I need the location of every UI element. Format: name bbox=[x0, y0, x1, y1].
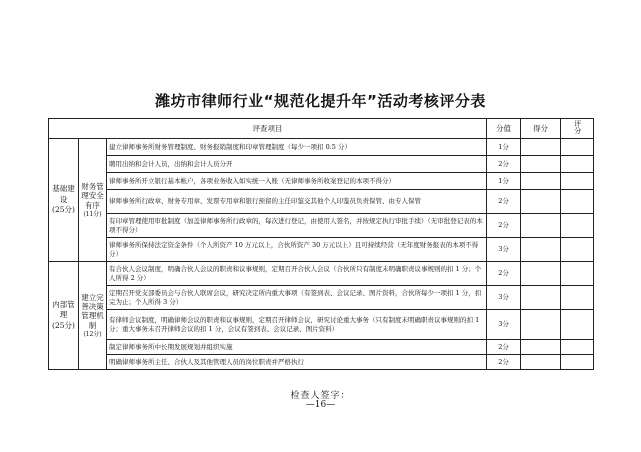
remark-cell bbox=[561, 310, 594, 340]
item-score: 3分 bbox=[487, 310, 521, 340]
item-score: 3分 bbox=[487, 238, 521, 262]
group-cell bbox=[79, 139, 107, 262]
gain-cell bbox=[521, 139, 561, 156]
table-row bbox=[49, 262, 594, 286]
item-text: 建立律师事务所财务管理制度、财务报销制度和印章管理制度（每少一项扣 0.5 分） bbox=[107, 139, 487, 156]
remark-cell bbox=[561, 340, 594, 355]
remark-cell bbox=[561, 190, 594, 214]
remark-cell bbox=[561, 286, 594, 310]
remark-cell bbox=[561, 355, 594, 370]
remark-cell bbox=[561, 139, 594, 156]
page-number: —16— bbox=[305, 400, 336, 410]
gain-cell bbox=[521, 310, 561, 340]
table-row bbox=[49, 139, 594, 156]
item-text: 定期召开党支部委员会与合伙人联席会议，研究决定所内重大事项（有签到表、会议记录、图片资料，合伙所每少一项扣 1 分，扣完为止；个人所得 3 分） bbox=[107, 286, 487, 310]
remark-cell bbox=[561, 238, 594, 262]
item-score: 2分 bbox=[487, 262, 521, 286]
header-gain: 得分 bbox=[521, 119, 561, 139]
inspector-signature: 检查人签字： bbox=[290, 391, 351, 401]
group-cell bbox=[79, 262, 107, 370]
header-item: 评查项目 bbox=[49, 119, 487, 139]
item-score: 2分 bbox=[487, 340, 521, 355]
item-score: 2分 bbox=[487, 190, 521, 214]
header-score: 分值 bbox=[487, 119, 521, 139]
remark-cell bbox=[561, 214, 594, 238]
group-points: (11分) bbox=[83, 210, 102, 218]
gain-cell bbox=[521, 262, 561, 286]
gain-cell bbox=[521, 190, 561, 214]
remark-cell bbox=[561, 156, 594, 173]
header-remark: 评分 bbox=[561, 119, 594, 139]
gain-cell bbox=[521, 355, 561, 370]
category-name: 基础建设 bbox=[52, 184, 75, 204]
item-text: 律师事务所行政章、财务专用章、发票专用章和银行预留的主任印鉴交其他个人印鉴员负责保管、由专人保管 bbox=[107, 190, 487, 214]
category-cell bbox=[49, 262, 79, 370]
category-points: (25分) bbox=[52, 320, 75, 330]
header-row bbox=[49, 119, 594, 139]
remark-cell bbox=[561, 262, 594, 286]
table-row bbox=[49, 214, 594, 238]
table-row bbox=[49, 190, 594, 214]
item-text: 有律师会议制度，明确律师会议的职责和议事规则，定期召开律师会议，研究讨论重大事务（只有制度未明确职责议事规则的扣 1 分；重大事务未召开律师会议的扣 1 分，会议有签到表、会议记录、图片资料） bbox=[107, 310, 487, 340]
item-text: 明确律师事务所主任、合伙人及其他管理人员的岗位职责并严格执行 bbox=[107, 355, 487, 370]
item-text: 律师事务所保持法定资金条件（个人所资产 10 万元以上，合伙所资产 30 万元以上）且可持续经营（无年度财务报表的本项不得分） bbox=[107, 238, 487, 262]
item-text: 有合伙人会议制度，明确合伙人会议的职责和议事规则，定期召开合伙人会议（合伙所只有制度未明确职责议事规则的扣 1 分；个人所得 2 分） bbox=[107, 262, 487, 286]
gain-cell bbox=[521, 286, 561, 310]
group-name: 建立完善决策管理机制 bbox=[81, 292, 104, 330]
page-title: 潍坊市律师行业“规范化提升年”活动考核评分表 bbox=[155, 92, 486, 110]
table-row bbox=[49, 156, 594, 173]
item-score: 1分 bbox=[487, 173, 521, 190]
table-row bbox=[49, 310, 594, 340]
item-text: 聘用出纳和会计人员，出纳和会计人员分开 bbox=[107, 156, 487, 173]
score-table bbox=[48, 118, 594, 370]
group-name: 财务管理安全有序 bbox=[81, 181, 104, 210]
category-cell bbox=[49, 139, 79, 262]
table-row bbox=[49, 286, 594, 310]
gain-cell bbox=[521, 156, 561, 173]
gain-cell bbox=[521, 214, 561, 238]
table-row bbox=[49, 355, 594, 370]
gain-cell bbox=[521, 173, 561, 190]
item-text: 律师事务所开立银行基本帐户，各项业务收入如实统一入账（无律师事务所收案登记的本项不得分） bbox=[107, 173, 487, 190]
item-score: 2分 bbox=[487, 156, 521, 173]
table-row bbox=[49, 173, 594, 190]
item-text: 制定律师事务所中长期发展规划并组织实施 bbox=[107, 340, 487, 355]
remark-cell bbox=[561, 173, 594, 190]
group-points: (12分) bbox=[83, 331, 102, 339]
item-text: 有印章管理使用审批制度（加盖律师事务所行政章的，每次进行登记，由使用人签名，并按规定执行审批手续）（无审批登记表的本项不得分） bbox=[107, 214, 487, 238]
category-points: (25分) bbox=[52, 205, 75, 215]
item-score: 2分 bbox=[487, 214, 521, 238]
gain-cell bbox=[521, 238, 561, 262]
table-row bbox=[49, 238, 594, 262]
item-score: 3分 bbox=[487, 286, 521, 310]
item-score: 1分 bbox=[487, 139, 521, 156]
category-name: 内部管理 bbox=[52, 299, 75, 320]
table-row bbox=[49, 340, 594, 355]
gain-cell bbox=[521, 340, 561, 355]
item-score: 2分 bbox=[487, 355, 521, 370]
